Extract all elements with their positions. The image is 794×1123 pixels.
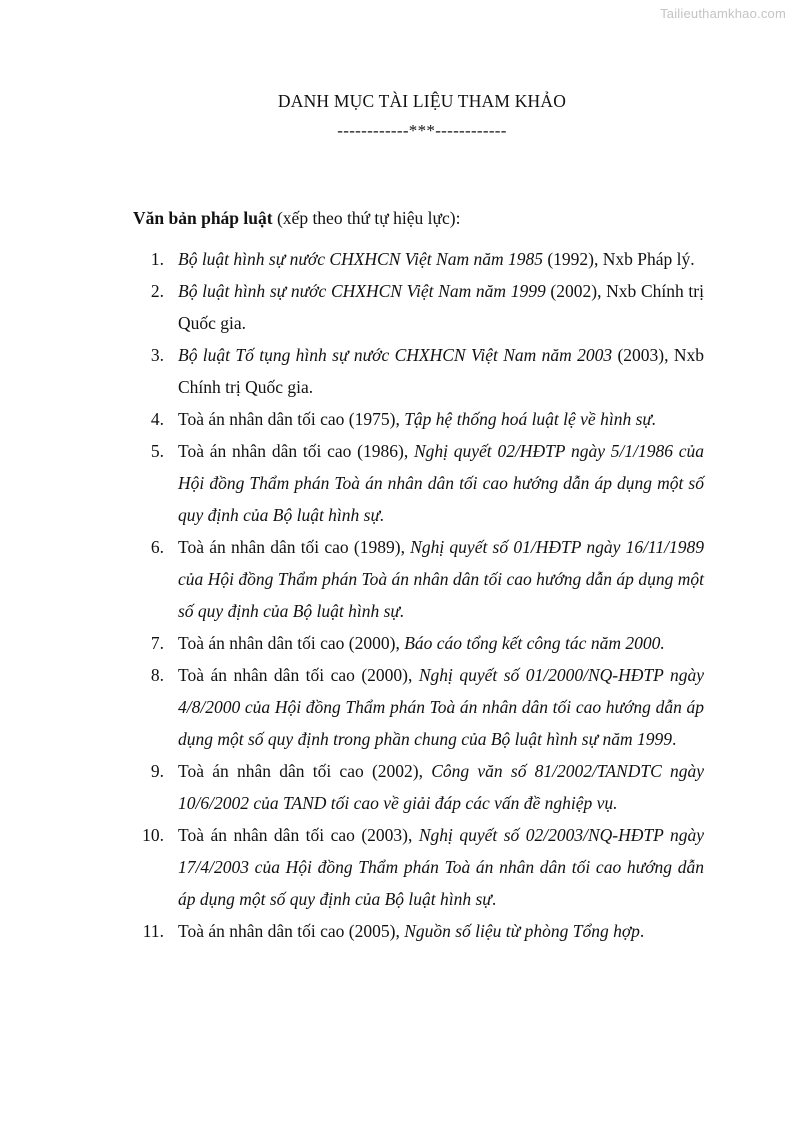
reference-prefix: Toà án nhân dân tối cao (1989), (178, 537, 411, 557)
reference-item (133, 755, 704, 819)
reference-number: 5. (150, 441, 164, 461)
section-heading-bold: Văn bản pháp luật (133, 208, 273, 228)
reference-title: Bộ luật hình sự nước CHXHCN Việt Nam năm 1999 (178, 281, 546, 301)
reference-suffix: (2003), Nxb Chính trị Quốc gia. (178, 345, 704, 397)
reference-item (133, 915, 704, 947)
section-heading (133, 208, 460, 229)
section-heading-rest: (xếp theo thứ tự hiệu lực): (272, 208, 461, 228)
reference-item (133, 275, 704, 339)
reference-item (133, 659, 704, 755)
reference-suffix: (2002), Nxb Chính trị Quốc gia. (178, 281, 704, 333)
reference-title: Nghị quyết số 02/2003/NQ-HĐTP ngày 17/4/2003 của Hội đồng Thẩm phán Toà án nhân dân tối cao hướng dẫn áp dụng một số quy định của Bộ luật hình sự (178, 825, 704, 909)
reference-number: 1. (150, 249, 164, 269)
reference-list (133, 243, 704, 947)
reference-title: Báo cáo tổng kết công tác năm 2000. (404, 633, 665, 653)
reference-title: Nghị quyết số 01/2000/NQ-HĐTP ngày 4/8/2000 của Hội đồng Thẩm phán Toà án nhân dân tối cao hướng dẫn áp dụng một số quy định trong phần chung của Bộ luật hình sự năm 1999 (178, 665, 704, 749)
reference-suffix: . (672, 729, 677, 749)
title-divider: ------------***------------ (337, 121, 507, 140)
reference-number: 3. (150, 345, 164, 365)
reference-title: Công văn số 81/2002/TANDTC ngày 10/6/2002 của TAND tối cao về giải đáp các vấn đề nghiệp vụ. (178, 761, 704, 813)
reference-item (133, 819, 704, 915)
reference-suffix: . (639, 921, 645, 941)
reference-number: 11. (142, 921, 164, 941)
reference-title: Bộ luật Tố tụng hình sự nước CHXHCN Việt Nam năm 2003 (178, 345, 613, 365)
reference-suffix: . (491, 889, 497, 909)
reference-item (133, 531, 704, 627)
reference-title: Nghị quyết số 01/HĐTP ngày 16/11/1989 của Hội đồng Thẩm phán Toà án nhân dân tối cao hướng dẫn áp dụng một số quy định của Bộ luật hình sự. (178, 537, 704, 621)
reference-number: 8. (150, 665, 164, 685)
reference-number: 2. (150, 281, 164, 301)
reference-title: Nghị quyết 02/HĐTP ngày 5/1/1986 của Hội đồng Thẩm phán Toà án nhân dân tối cao hướng dẫn áp dụng một số quy định của Bộ luật hình sự. (178, 441, 705, 525)
reference-number: 6. (150, 537, 164, 557)
reference-item (133, 403, 704, 435)
reference-suffix: (1992), Nxb Pháp lý. (542, 249, 695, 269)
reference-number: 7. (150, 633, 164, 653)
page-title: DANH MỤC TÀI LIỆU THAM KHẢO (277, 91, 567, 111)
reference-item (133, 627, 704, 659)
reference-prefix: Toà án nhân dân tối cao (2003), (178, 825, 419, 845)
reference-number: 10. (142, 825, 164, 845)
reference-item (133, 339, 704, 403)
reference-number: 9. (150, 761, 164, 781)
reference-prefix: Toà án nhân dân tối cao (2000), (178, 633, 405, 653)
reference-prefix: Toà án nhân dân tối cao (2005), (178, 921, 405, 941)
reference-prefix: Toà án nhân dân tối cao (2000), (178, 665, 419, 685)
reference-prefix: Toà án nhân dân tối cao (1986), (178, 441, 414, 461)
reference-item (133, 435, 704, 531)
reference-prefix: Toà án nhân dân tối cao (1975), (178, 409, 405, 429)
reference-title: Tập hệ thống hoá luật lệ về hình sự. (404, 409, 657, 429)
reference-title: Bộ luật hình sự nước CHXHCN Việt Nam năm 1985 (178, 249, 543, 269)
reference-prefix: Toà án nhân dân tối cao (2002), (178, 761, 432, 781)
reference-number: 4. (150, 409, 164, 429)
reference-title: Nguồn số liệu từ phòng Tổng hợp (404, 921, 640, 941)
watermark: Tailieuthamkhao.com (660, 6, 786, 21)
reference-item (133, 243, 704, 275)
